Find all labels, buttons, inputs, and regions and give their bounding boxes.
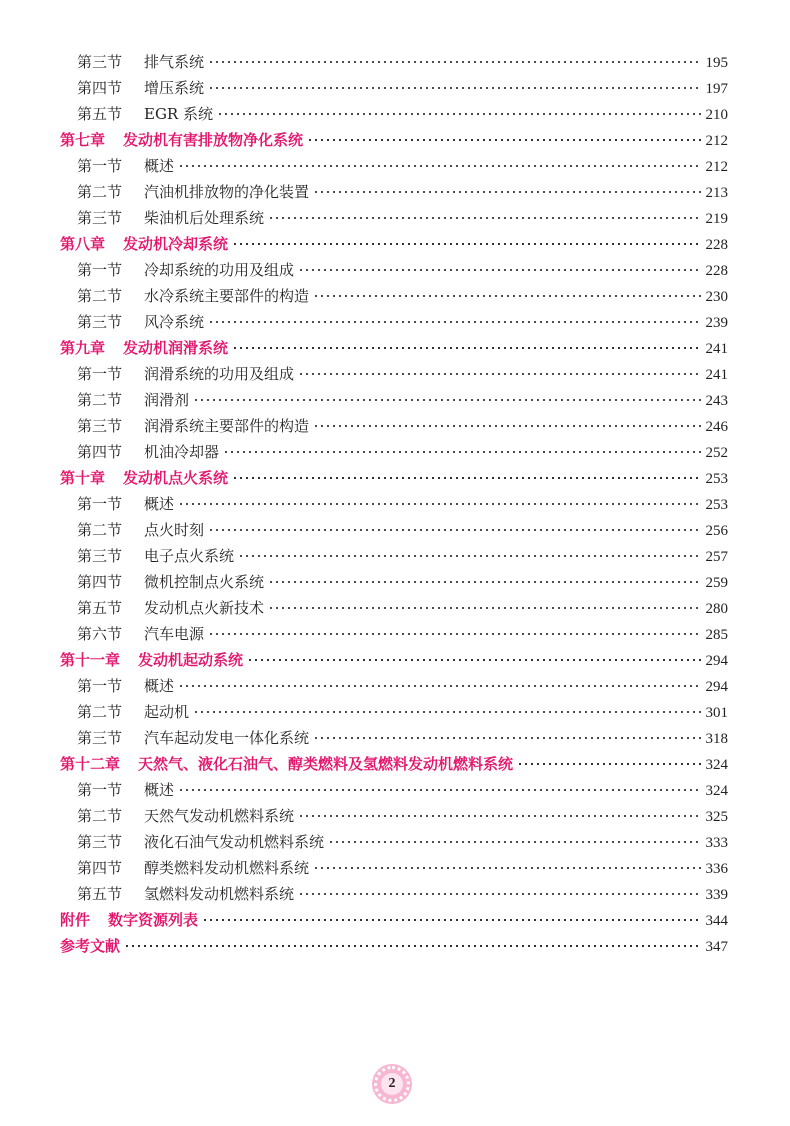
toc-entry-title: 汽车起动发电一体化系统: [144, 729, 310, 747]
toc-entry-number: 第五节: [77, 885, 123, 903]
toc-entry-number: 第四节: [77, 859, 123, 877]
toc-entry-page: 259: [705, 575, 728, 591]
dot-leader: [268, 580, 701, 584]
toc-chapter-entry[interactable]: [60, 907, 728, 933]
toc-entry-page: 257: [705, 549, 728, 565]
dot-leader: [178, 788, 701, 792]
toc-entry-page: 210: [705, 107, 728, 123]
dot-leader: [208, 528, 701, 532]
toc-section-entry[interactable]: [60, 309, 728, 335]
toc-entry-page: 219: [705, 211, 728, 227]
toc-entry-number: 第四节: [77, 573, 123, 591]
toc-section-entry[interactable]: [60, 543, 728, 569]
toc-section-entry[interactable]: [60, 881, 728, 907]
toc-entry-number: 第二节: [77, 521, 123, 539]
toc-entry-title: EGR 系统: [144, 105, 213, 123]
toc-section-entry[interactable]: [60, 75, 728, 101]
toc-entry-number: 第三节: [77, 833, 123, 851]
toc-entry-title: 氢燃料发动机燃料系统: [144, 885, 295, 903]
dot-leader: [202, 918, 701, 922]
toc-entry-page: 212: [705, 159, 728, 175]
toc-entry-title: 润滑系统的功用及组成: [144, 365, 295, 383]
toc-entry-title: 电子点火系统: [144, 547, 235, 565]
toc-entry-page: 339: [705, 887, 728, 903]
toc-section-entry[interactable]: [60, 699, 728, 725]
dot-leader: [238, 554, 701, 558]
toc-entry-number: 附件: [60, 911, 91, 929]
toc-section-entry[interactable]: [60, 569, 728, 595]
toc-entry-page: 253: [705, 471, 728, 487]
toc-entry-title: 机油冷却器: [144, 443, 220, 461]
toc-entry-page: 246: [705, 419, 728, 435]
toc-section-entry[interactable]: [60, 205, 728, 231]
dot-leader: [178, 684, 701, 688]
dot-leader: [232, 346, 701, 350]
toc-entry-number: 第二节: [77, 807, 123, 825]
toc-entry-page: 228: [705, 237, 728, 253]
dot-leader: [313, 866, 701, 870]
dot-leader: [178, 502, 701, 506]
toc-entry-title: 概述: [144, 781, 175, 799]
toc-entry-title: 醇类燃料发动机燃料系统: [144, 859, 310, 877]
toc-entry-number: 第三节: [77, 729, 123, 747]
toc-section-entry[interactable]: [60, 49, 728, 75]
dot-leader: [313, 424, 701, 428]
toc-entry-page: 325: [705, 809, 728, 825]
toc-entry-page: 336: [705, 861, 728, 877]
toc-entry-number: 第二节: [77, 703, 123, 721]
toc-entry-page: 239: [705, 315, 728, 331]
dot-leader: [208, 86, 701, 90]
toc-entry-page: 344: [705, 913, 728, 929]
toc-entry-number: 第三节: [77, 209, 123, 227]
toc-entry-page: 213: [705, 185, 728, 201]
toc-entry-title: 起动机: [144, 703, 190, 721]
toc-section-entry[interactable]: [60, 673, 728, 699]
toc-entry-page: 347: [705, 939, 728, 955]
toc-section-entry[interactable]: [60, 101, 728, 127]
toc-entry-number: 第三节: [77, 417, 123, 435]
toc-entry-page: 228: [705, 263, 728, 279]
toc-chapter-entry[interactable]: [60, 647, 728, 673]
toc-entry-page: 256: [705, 523, 728, 539]
toc-entry-page: 294: [705, 679, 728, 695]
toc-section-entry[interactable]: [60, 153, 728, 179]
toc-entry-number: 第一节: [77, 677, 123, 695]
toc-entry-title: 排气系统: [144, 53, 205, 71]
toc-entry-number: 第三节: [77, 313, 123, 331]
dot-leader: [268, 606, 701, 610]
toc-entry-page: 241: [705, 341, 728, 357]
toc-entry-page: 243: [705, 393, 728, 409]
dot-leader: [208, 60, 701, 64]
dot-leader: [193, 398, 701, 402]
toc-entry-page: 252: [705, 445, 728, 461]
dot-leader: [193, 710, 701, 714]
toc-entry-number: 第一节: [77, 781, 123, 799]
toc-entry-title: 冷却系统的功用及组成: [144, 261, 295, 279]
toc-entry-number: 第五节: [77, 105, 123, 123]
dot-leader: [298, 372, 701, 376]
toc-section-entry[interactable]: [60, 361, 728, 387]
dot-leader: [223, 450, 701, 454]
toc-entry-number: 第二节: [77, 287, 123, 305]
toc-entry-number: 第一节: [77, 157, 123, 175]
dot-leader: [328, 840, 701, 844]
toc-entry-title: 发动机点火系统: [123, 469, 229, 487]
toc-section-entry[interactable]: [60, 517, 728, 543]
table-of-contents: [60, 49, 728, 959]
toc-entry-page: 197: [705, 81, 728, 97]
toc-entry-title: 柴油机后处理系统: [144, 209, 265, 227]
toc-entry-number: 第八章: [60, 235, 106, 253]
toc-section-entry[interactable]: [60, 855, 728, 881]
toc-entry-page: 241: [705, 367, 728, 383]
toc-section-entry[interactable]: [60, 179, 728, 205]
toc-entry-page: 294: [705, 653, 728, 669]
toc-section-entry[interactable]: [60, 257, 728, 283]
toc-chapter-entry[interactable]: [60, 465, 728, 491]
toc-section-entry[interactable]: [60, 387, 728, 413]
toc-entry-number: 第二节: [77, 391, 123, 409]
dot-leader: [178, 164, 701, 168]
dot-leader: [313, 736, 701, 740]
dot-leader: [268, 216, 701, 220]
toc-entry-title: 液化石油气发动机燃料系统: [144, 833, 325, 851]
dot-leader: [517, 762, 701, 766]
page-number-badge: [372, 1064, 412, 1104]
toc-entry-title: 发动机有害排放物净化系统: [123, 131, 304, 149]
toc-entry-title: 数字资源列表: [108, 911, 199, 929]
toc-entry-title: 汽车电源: [144, 625, 205, 643]
toc-chapter-entry[interactable]: [60, 751, 728, 777]
toc-entry-number: 第一节: [77, 261, 123, 279]
toc-entry-number: 第七章: [60, 131, 106, 149]
toc-entry-title: 天然气发动机燃料系统: [144, 807, 295, 825]
toc-entry-title: 发动机冷却系统: [123, 235, 229, 253]
toc-entry-title: 微机控制点火系统: [144, 573, 265, 591]
toc-entry-page: 318: [705, 731, 728, 747]
toc-chapter-entry[interactable]: [60, 231, 728, 257]
toc-entry-number: 第五节: [77, 599, 123, 617]
toc-entry-number: 第十二章: [60, 755, 121, 773]
toc-entry-number: 第十一章: [60, 651, 121, 669]
toc-section-entry[interactable]: [60, 725, 728, 751]
toc-entry-title: 润滑剂: [144, 391, 190, 409]
toc-section-entry[interactable]: [60, 413, 728, 439]
toc-entry-number: 第二节: [77, 183, 123, 201]
toc-entry-page: 253: [705, 497, 728, 513]
toc-entry-title: 概述: [144, 157, 175, 175]
dot-leader: [298, 268, 701, 272]
toc-entry-number: 第四节: [77, 443, 123, 461]
toc-entry-title: 天然气、液化石油气、醇类燃料及氢燃料发动机燃料系统: [138, 755, 514, 773]
toc-entry-page: 230: [705, 289, 728, 305]
toc-entry-title: 概述: [144, 677, 175, 695]
toc-entry-number: 第一节: [77, 495, 123, 513]
dot-leader: [232, 476, 701, 480]
toc-section-entry[interactable]: [60, 777, 728, 803]
toc-chapter-entry[interactable]: [60, 127, 728, 153]
toc-section-entry[interactable]: [60, 621, 728, 647]
dot-leader: [232, 242, 701, 246]
dot-leader: [217, 112, 702, 116]
toc-entry-number: 第四节: [77, 79, 123, 97]
toc-entry-title: 汽油机排放物的净化装置: [144, 183, 310, 201]
toc-section-entry[interactable]: [60, 595, 728, 621]
toc-section-entry[interactable]: [60, 439, 728, 465]
dot-leader: [298, 814, 701, 818]
page-number: 2: [381, 1073, 403, 1095]
dot-leader: [298, 892, 701, 896]
toc-entry-title: 风冷系统: [144, 313, 205, 331]
toc-entry-page: 212: [705, 133, 728, 149]
toc-entry-page: 324: [705, 757, 728, 773]
toc-entry-title: 发动机润滑系统: [123, 339, 229, 357]
toc-entry-number: 第三节: [77, 53, 123, 71]
dot-leader: [313, 294, 701, 298]
toc-entry-number: 第十章: [60, 469, 106, 487]
toc-entry-page: 324: [705, 783, 728, 799]
dot-leader: [208, 320, 701, 324]
toc-section-entry[interactable]: [60, 491, 728, 517]
dot-leader: [307, 138, 701, 142]
toc-entry-title: 概述: [144, 495, 175, 513]
toc-entry-number: 第六节: [77, 625, 123, 643]
toc-entry-title: 增压系统: [144, 79, 205, 97]
toc-entry-title: 润滑系统主要部件的构造: [144, 417, 310, 435]
toc-entry-number: 第一节: [77, 365, 123, 383]
toc-entry-page: 195: [705, 55, 728, 71]
toc-entry-title: 发动机点火新技术: [144, 599, 265, 617]
toc-entry-title: 参考文献: [60, 937, 121, 955]
toc-entry-page: 280: [705, 601, 728, 617]
toc-entry-page: 285: [705, 627, 728, 643]
dot-leader: [247, 658, 701, 662]
toc-entry-number: 第三节: [77, 547, 123, 565]
toc-section-entry[interactable]: [60, 829, 728, 855]
toc-entry-page: 301: [705, 705, 728, 721]
dot-leader: [124, 944, 701, 948]
toc-entry-title: 发动机起动系统: [138, 651, 244, 669]
toc-chapter-entry[interactable]: [60, 933, 728, 959]
dot-leader: [313, 190, 701, 194]
toc-section-entry[interactable]: [60, 803, 728, 829]
toc-entry-title: 点火时刻: [144, 521, 205, 539]
toc-entry-number: 第九章: [60, 339, 106, 357]
toc-entry-title: 水冷系统主要部件的构造: [144, 287, 310, 305]
toc-chapter-entry[interactable]: [60, 335, 728, 361]
dot-leader: [208, 632, 701, 636]
toc-section-entry[interactable]: [60, 283, 728, 309]
toc-entry-page: 333: [705, 835, 728, 851]
